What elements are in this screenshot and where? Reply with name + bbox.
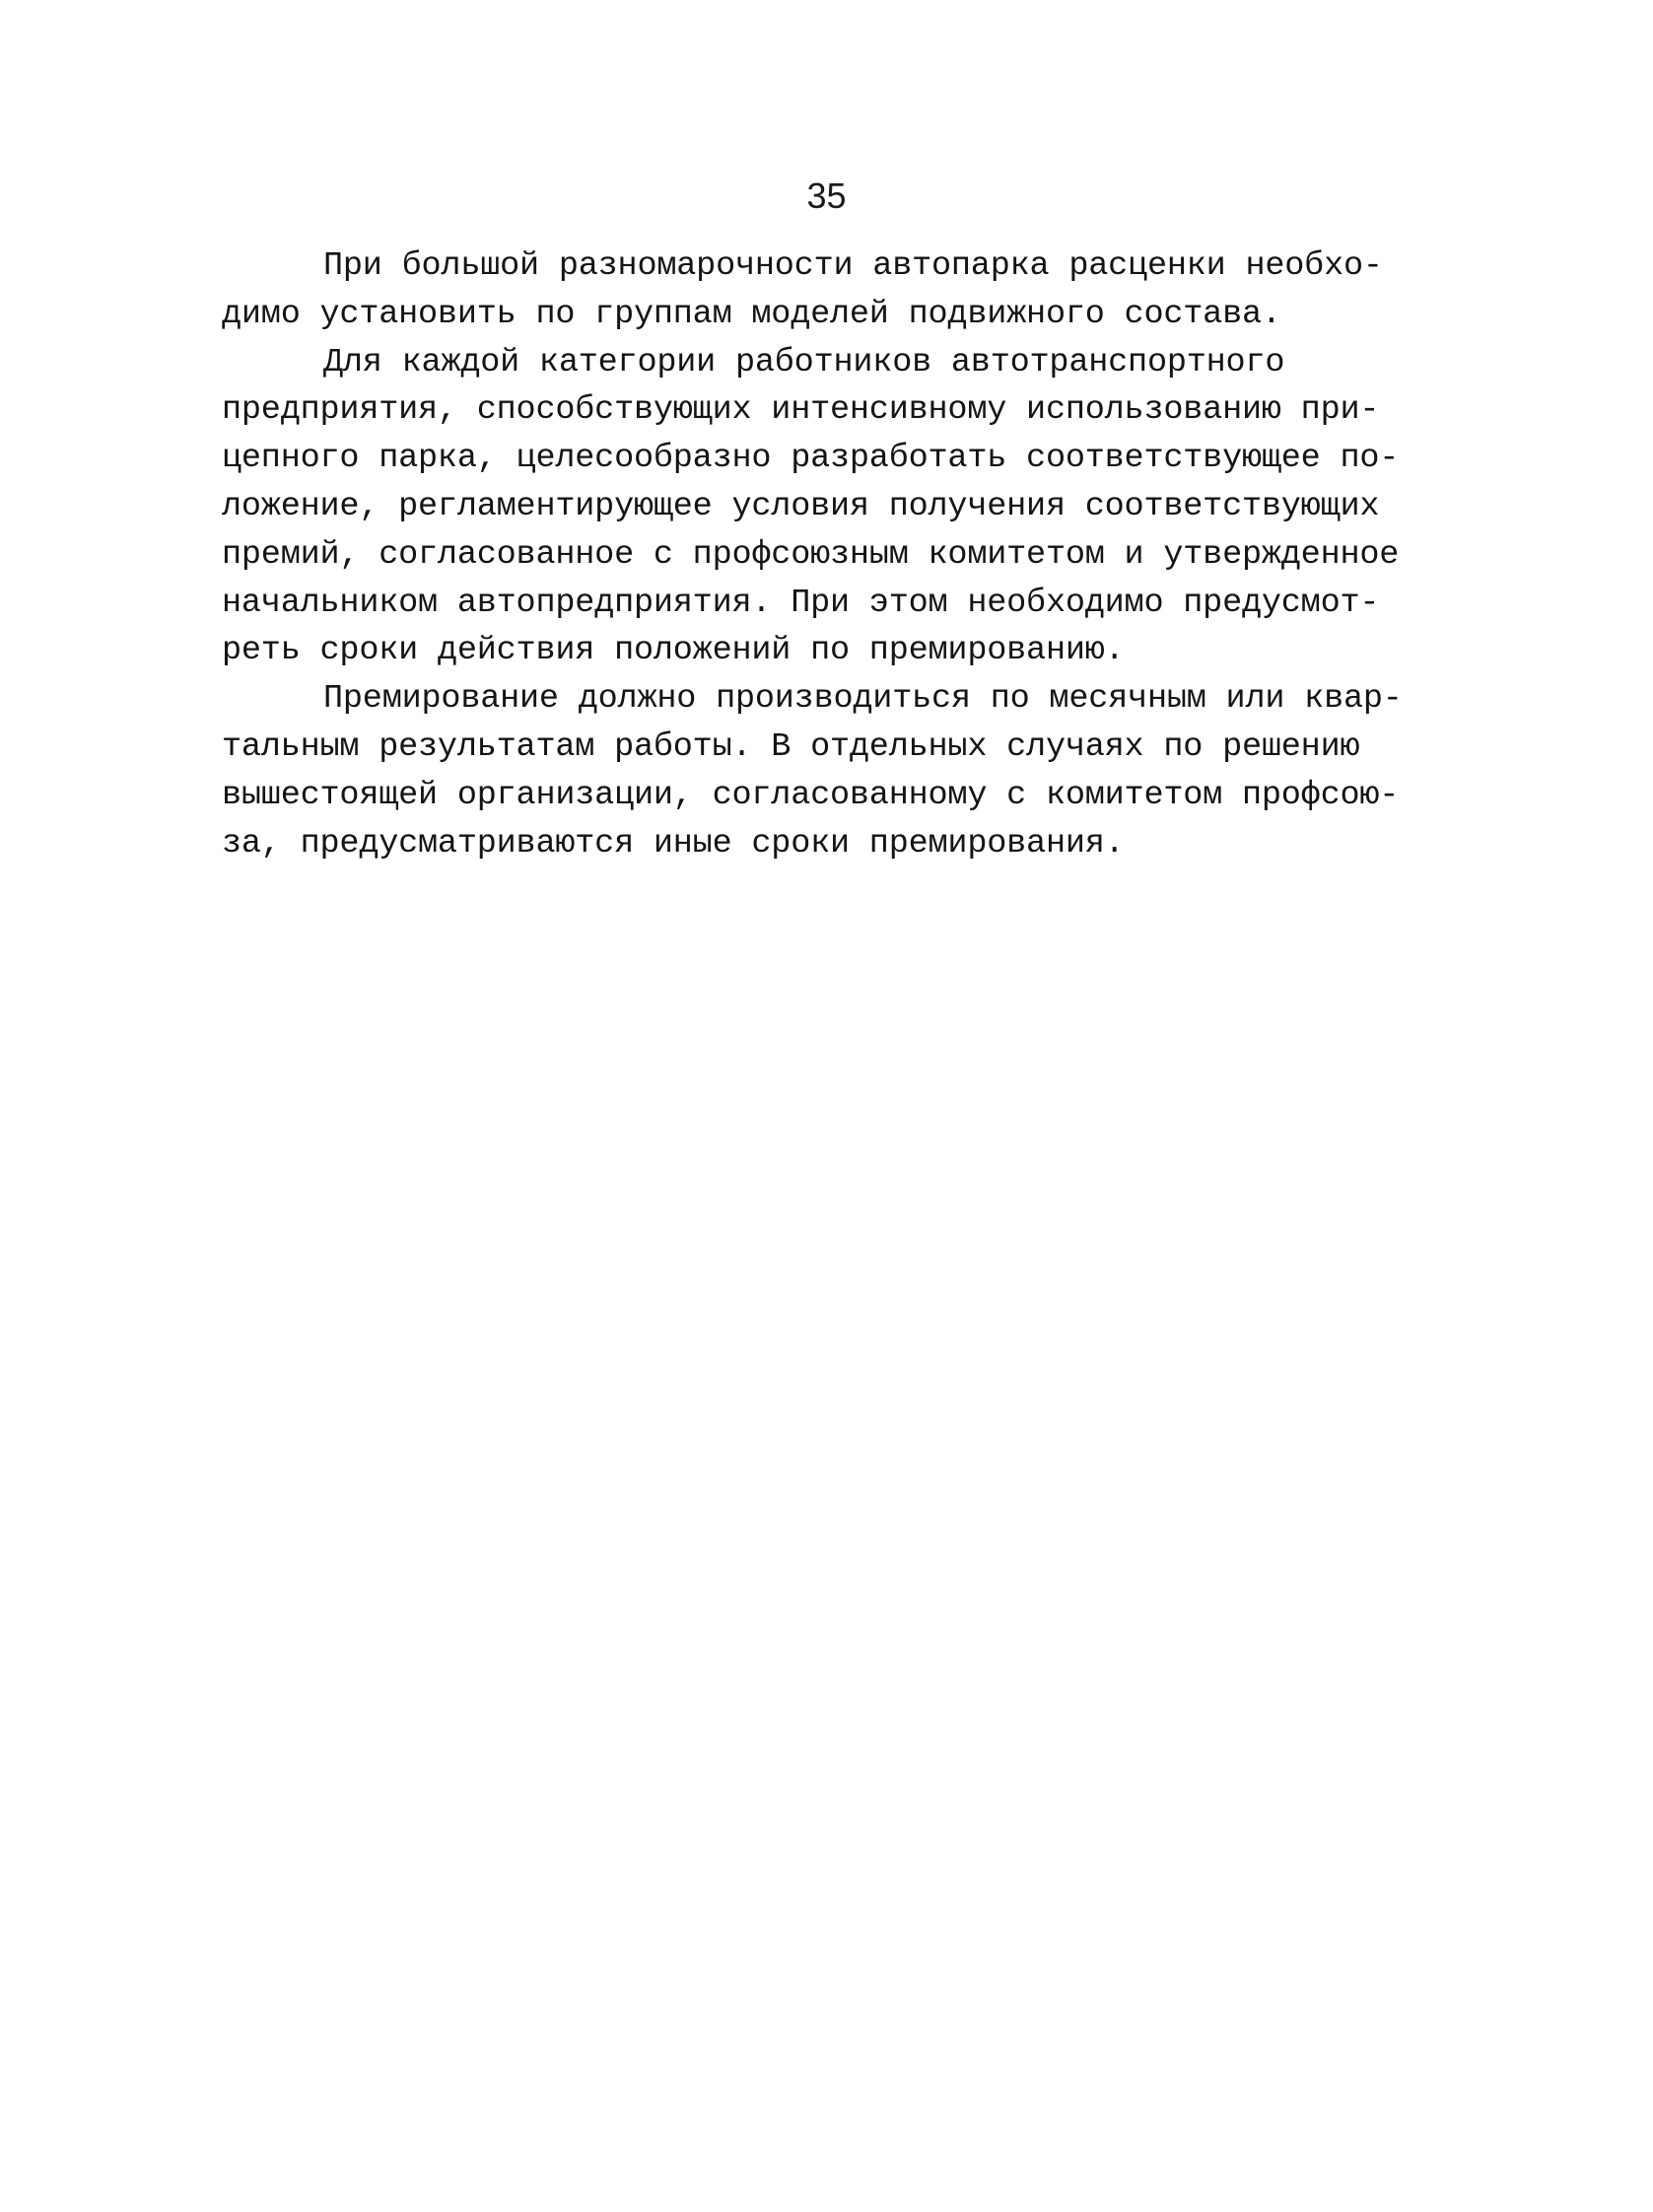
text-line: При большой разномарочности автопарка расценки необхо-	[323, 247, 1383, 285]
paragraph-1	[222, 242, 1444, 339]
paragraph-2	[222, 339, 1444, 676]
paragraph-3	[222, 675, 1444, 867]
text-line: ложение, регламентирующее условия получения соответствующих	[222, 487, 1380, 525]
text-line: димо установить по группам моделей подвижного состава.	[222, 295, 1281, 333]
text-line: предприятия, способствующих интенсивному использованию при-	[222, 391, 1380, 430]
page-number: 35	[806, 175, 847, 216]
text-line: за, предусматриваются иные сроки премирования.	[222, 824, 1125, 863]
text-line: начальником автопредприятия. При этом необходимо предусмот-	[222, 584, 1380, 622]
text-line: Премирование должно производиться по месячным или квар-	[323, 680, 1403, 719]
text-line: премий, согласованное с профсоюзным комитетом и утвержденное	[222, 535, 1400, 574]
body-text	[222, 242, 1444, 867]
text-line: реть сроки действия положений по премированию.	[222, 632, 1125, 670]
text-line: тальным результатам работы. В отдельных случаях по решению	[222, 727, 1360, 766]
text-line: цепного парка, целесообразно разработать соответствующее по-	[222, 440, 1400, 478]
text-line: вышестоящей организации, согласованному с комитетом профсою-	[222, 776, 1400, 814]
text-line: Для каждой категории работников автотранспортного	[323, 343, 1285, 381]
